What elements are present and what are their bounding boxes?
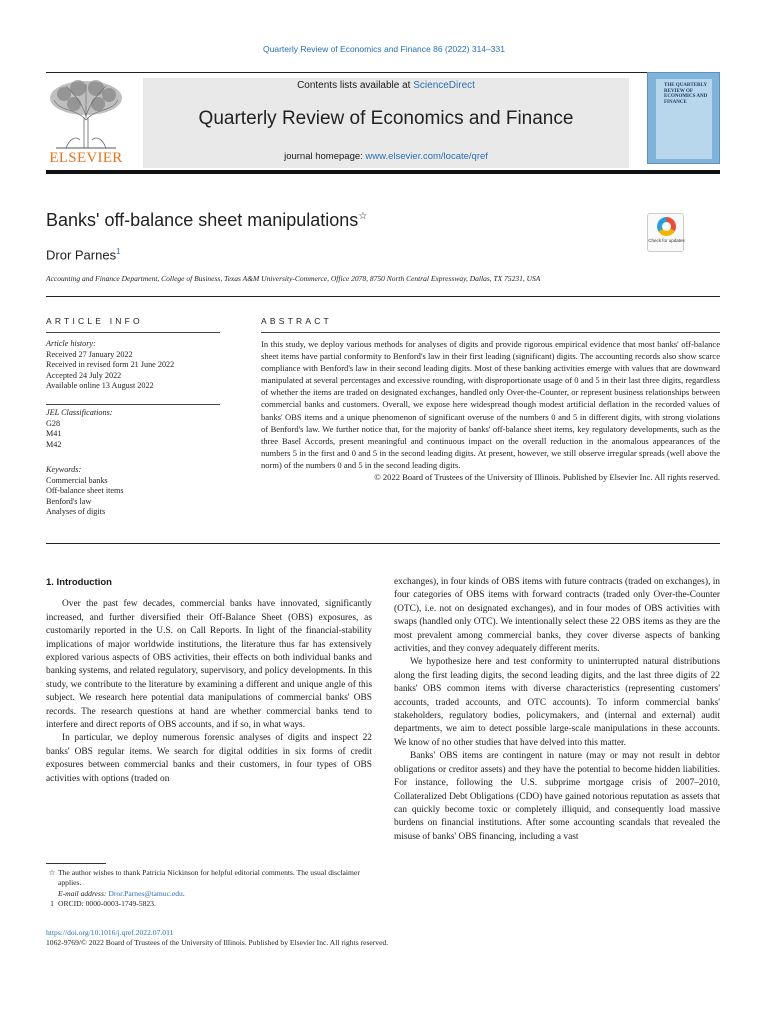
footnote-mark: ☆ <box>48 868 56 877</box>
title-footnote-mark[interactable]: ☆ <box>358 211 368 222</box>
keyword: Benford's law <box>46 496 92 506</box>
keywords-label: Keywords: <box>46 465 82 474</box>
journal-citation[interactable]: Quarterly Review of Economics and Finance 86 (2022) 314–331 <box>263 44 505 54</box>
keyword: Commercial banks <box>46 475 108 485</box>
author-name: Dror Parnes <box>46 247 117 263</box>
abstract-bottom-rule <box>46 543 720 544</box>
jel-code: M41 <box>46 429 62 439</box>
paragraph: Over the past few decades, commercial banks have innovated, significantly increased, and further diversified their Off-Balance Sheet (OBS) exposures, as customarily reported in the U.S. on Call Reports. In light of the financial-stability implications of major worldwide institutions, the literature thus far has extensively explored various aspects of OBS activities, their effects on both individual banks and banking systems, and related regulatory, supervisory, and policy developments. In this study, we contribute to the literature by examining a different and unique angle of this subject. We research here potential data manipulations of commercial banks' OBS records. The research questions at hand are whether commercial banks tend to interfere and direct reports of OBS accounts, and if so, in what ways. <box>46 599 372 731</box>
email-end: . <box>182 888 185 898</box>
doi-link[interactable]: https://doi.org/10.1016/j.qref.2022.07.011 <box>46 928 174 937</box>
author-footnote-mark[interactable]: 1 <box>116 247 121 256</box>
keyword: Off-balance sheet items <box>46 486 124 496</box>
history-accepted: Accepted 24 July 2022 <box>46 370 122 380</box>
abstract-body <box>261 338 720 483</box>
paragraph: We hypothesize here and test conformity to uninterrupted natural distributions along the first leading digits, the second leading digits, and the last three digits of 22 banks' OBS common items with diverse characteristics (representing customers' accounts, traded accounts, and OTC accounts). To inform commercial banks' stakeholders, regulatory bodies, policymakers, and (internal and external) audit departments, we aim to detect possible large-scale manipulations in these accounts. We know of no other studies that have delved into this matter. <box>394 657 720 748</box>
keywords <box>46 465 220 518</box>
jel-label: JEL Classifications: <box>46 408 113 417</box>
orcid-text: ORCID: 0000-0003-1749-5823. <box>58 898 156 908</box>
journal-homepage-line <box>143 151 629 162</box>
jel-code: M42 <box>46 439 62 449</box>
article-title-text: Banks' off-balance sheet manipulations <box>46 210 359 230</box>
crossmark-label: Check for updates <box>648 238 685 243</box>
section-title-introduction: 1. Introduction <box>46 577 112 588</box>
cover-title: THE QUARTERLY REVIEW OF ECONOMICS AND FINANCE <box>664 83 708 105</box>
homepage-prefix: journal homepage: <box>284 151 366 162</box>
journal-title: Quarterly Review of Economics and Finance <box>198 108 574 129</box>
jel-code: G28 <box>46 418 61 428</box>
contents-line <box>143 80 629 91</box>
issn-copyright: 1062-9769/© 2022 Board of Trustees of the University of Illinois. Published by Elsevier Inc. All rights reserved. <box>46 938 389 948</box>
journal-cover-thumbnail[interactable] <box>647 72 720 164</box>
author-affiliation: Accounting and Finance Department, College of Business, Texas A&M University-Commerce, Office 2078, 8750 North Central Expressway, Dallas, TX 75231, USA <box>46 274 541 283</box>
footnotes <box>46 868 376 909</box>
article-info-rule <box>46 332 220 333</box>
abstract-heading: ABSTRACT <box>261 316 332 326</box>
paragraph: In particular, we deploy numerous forensic analyses of digits and inspect 22 banks' OBS regular items. We search for digital oddities in six forms of credit exposures between commercial banks and their customers, in four types of OBS activities with options (traded on <box>46 733 372 784</box>
crossmark-icon <box>657 217 676 236</box>
check-for-updates-badge[interactable] <box>647 213 684 252</box>
header-rule <box>46 72 720 73</box>
history-received: Received 27 January 2022 <box>46 349 133 359</box>
email-link[interactable]: Dror.Parnes@tamuc.edu <box>108 888 183 898</box>
header-thick-rule <box>46 170 720 174</box>
abstract-text: In this study, we deploy various methods for analyses of digits and provide rigorous empirical evidence that most banks' off-balance sheet items have partial conformity to Benford's law in their first leading (significant) digits. The accounting records also show scarce compliance with Benford's law in their second leading digits. Most of these banking activities emerge with values that are downward manipulated at several percentages and excessive rounding, with disproportionate usage of 0 and 5 in their last three digits, regardless of whether the items are traded on designated exchanges, handled only Over-the-Counter, or represent business relationships between commercial banks and customers. Overall, we expose here widespread though modest artificial deflation in the recorded values of banks' OBS items and a unique phenomenon of significant overuse of the numbers 0 and 5 in different digits, with strong violations of Benford's law. We further notice that, for the majority of banks' off-balance sheet items, key regulatory developments, such as the three Basel Accords, present meaningful and continuous impact on the overall reduction in the anomalous appearances of the numbers 5 in the first and 0 and 5 in the second leading digits. At present, however, we still observe irregular spreads (well above the norm) of the numbers 0 and 5 in the second leading digits. <box>261 339 720 470</box>
sciencedirect-link[interactable]: ScienceDirect <box>413 80 475 91</box>
abstract-rule <box>261 332 720 333</box>
footnote-rule <box>46 863 106 864</box>
paragraph: Banks' OBS items are contingent in nature (may or may not result in debtor obligations or creditor assets) and they have the potential to become hidden liabilities. For instance, following the U.S. subprime mortgage crisis of 2007–2010, Collateralized Debt Obligations (CDO) have gained notorious reputation as assets that can quickly become toxic or completely illiquid, and consequently load massive burdens on financial institutions. After some accounting scandals that revealed the misuse of banks' OBS financing, including a vast <box>394 751 720 842</box>
footnote-text: The author wishes to thank Patricia Nickinson for helpful editorial comments. The usual disclaimer applies. <box>58 868 360 888</box>
footnote-acknowledgement <box>46 868 376 889</box>
left-column <box>46 576 372 786</box>
title-rule <box>46 296 720 297</box>
doi-block <box>46 928 726 949</box>
history-online: Available online 13 August 2022 <box>46 381 154 391</box>
article-history-label: Article history: <box>46 339 96 348</box>
article-history <box>46 339 220 392</box>
footnote-mark: 1 <box>50 898 54 908</box>
article-info-heading: ARTICLE INFO <box>46 316 143 326</box>
homepage-link[interactable]: www.elsevier.com/locate/qref <box>365 151 488 162</box>
article-title <box>46 210 367 231</box>
paragraph: exchanges), in four kinds of OBS items with future contracts (traded on exchanges), in four categories of OBS items with forward contracts (traded only Over-the-Counter (OTC), i.e. not on designated exchanges), and in four modes of OBS activities with swaps (handled only OTC). We intentionally select these 22 OBS items as they are the most prevalent among commercial banks, they cover diverse aspects of banking activities, and they convey adequately different merits. <box>394 577 720 655</box>
article-info-divider <box>46 404 220 405</box>
jel-classifications <box>46 408 220 450</box>
footnote-orcid <box>46 899 376 909</box>
contents-prefix: Contents lists available at <box>297 80 414 91</box>
abstract-copyright: © 2022 Board of Trustees of the University of Illinois. Published by Elsevier Inc. All rights reserved. <box>374 472 720 483</box>
keyword: Analyses of digits <box>46 507 106 517</box>
history-revised: Received in revised form 21 June 2022 <box>46 360 175 370</box>
right-column <box>394 576 720 844</box>
elsevier-wordmark: ELSEVIER <box>49 150 123 166</box>
author <box>46 247 121 262</box>
email-label: E-mail address: <box>58 888 109 898</box>
footnote-email <box>46 889 376 899</box>
